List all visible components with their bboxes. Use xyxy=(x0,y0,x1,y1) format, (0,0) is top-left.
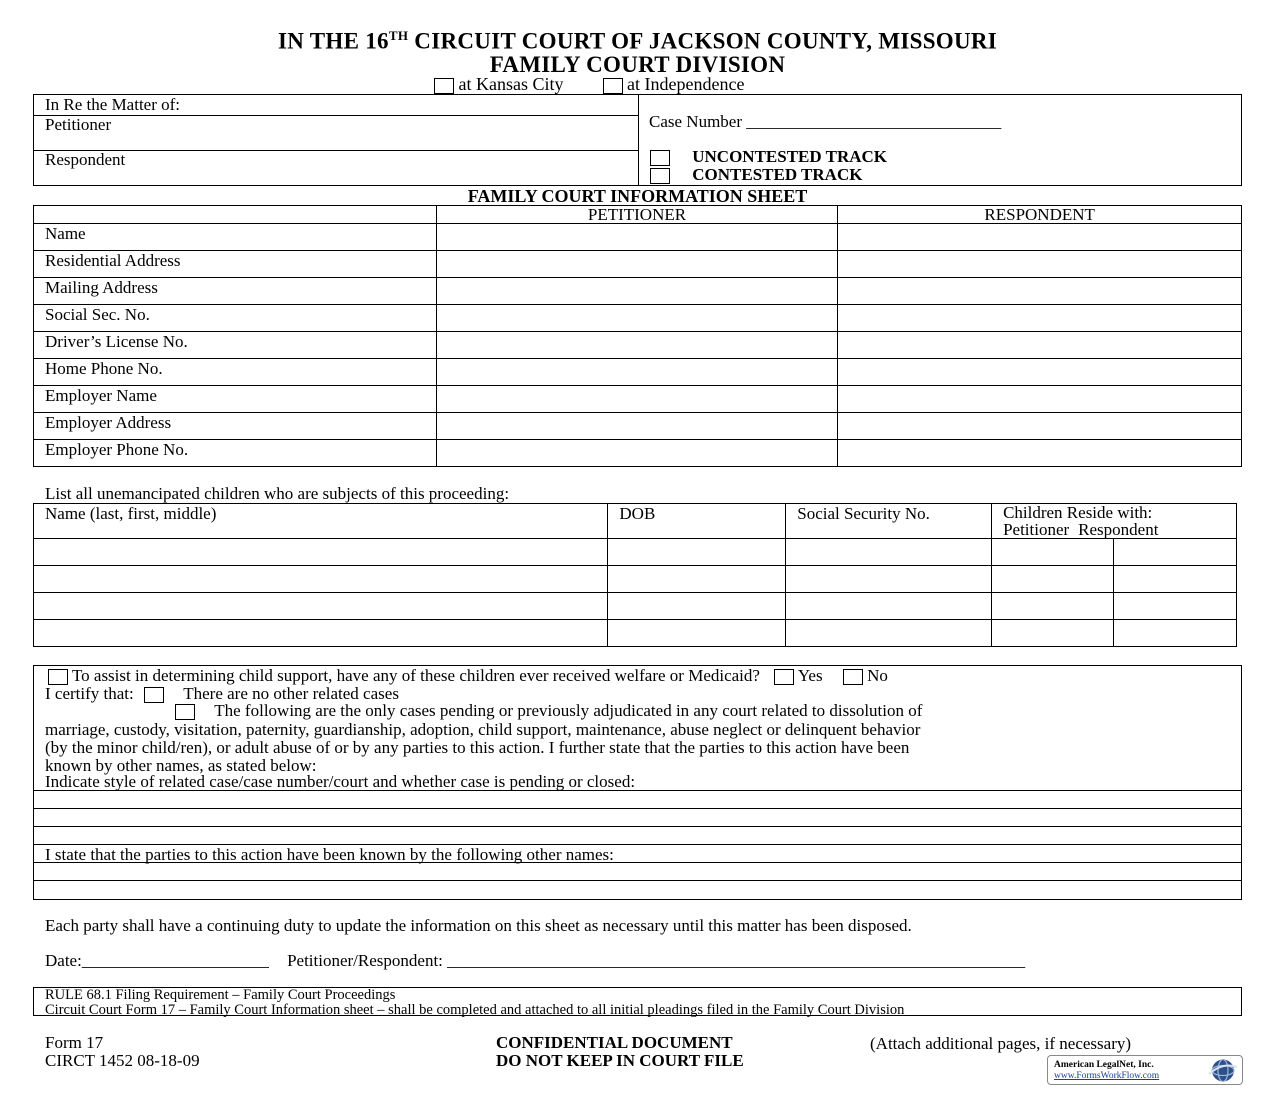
party-info-table xyxy=(33,205,1242,467)
other-names-line-1[interactable] xyxy=(34,863,1241,880)
indicate-label: Indicate style of related case/case number/court and whether case is pending or closed: xyxy=(45,772,636,791)
respondent-name-field[interactable] xyxy=(838,224,1242,251)
rule-box: RULE 68.1 Filing Requirement – Family Court Proceedings Circuit Court Form 17 – Family Court Information sheet – shall be completed and attached to all initial pleadings filed in the Family Court Division xyxy=(33,987,1242,1016)
child-reside-respondent-cell[interactable] xyxy=(1114,566,1237,593)
form-id: Form 17 CIRCT 1452 08-18-09 xyxy=(45,1033,200,1070)
respondent-home-phone-no-field[interactable] xyxy=(838,359,1242,386)
petitioner-residential-address-field[interactable] xyxy=(436,251,838,278)
reside-respondent-label: Respondent xyxy=(1078,520,1159,539)
info-row-label: Employer Phone No. xyxy=(34,440,437,467)
info-row-label: Driver’s License No. xyxy=(34,332,437,359)
globe-icon xyxy=(1206,1058,1240,1083)
child-ssn-cell[interactable] xyxy=(786,566,992,593)
child-row xyxy=(34,620,1237,647)
info-row xyxy=(34,332,1242,359)
child-row xyxy=(34,539,1237,566)
child-reside-respondent-cell[interactable] xyxy=(1114,620,1237,647)
following-cases-line: The following are the only cases pending or previously adjudicated in any court related to dissolution of xyxy=(175,701,922,721)
child-name-cell[interactable] xyxy=(34,620,608,647)
info-row xyxy=(34,440,1242,467)
child-row xyxy=(34,566,1237,593)
info-row xyxy=(34,305,1242,332)
contested-track: CONTESTED TRACK xyxy=(650,165,862,185)
info-row-label: Residential Address xyxy=(34,251,437,278)
petitioner-driver-s-license-no-field[interactable] xyxy=(436,332,838,359)
child-dob-cell[interactable] xyxy=(608,566,786,593)
respondent-mailing-address-field[interactable] xyxy=(838,278,1242,305)
respondent-driver-s-license-no-field[interactable] xyxy=(838,332,1242,359)
welfare-yes-checkbox[interactable] xyxy=(774,669,794,685)
respondent-employer-phone-no-field[interactable] xyxy=(838,440,1242,467)
uncontested-checkbox[interactable] xyxy=(650,150,670,166)
info-sheet-title: FAMILY COURT INFORMATION SHEET xyxy=(467,186,808,206)
info-row xyxy=(34,413,1242,440)
info-row-label: Employer Name xyxy=(34,386,437,413)
petitioner-employer-address-field[interactable] xyxy=(436,413,838,440)
following-text-2: marriage, custody, visitation, paternity, guardianship, adoption, child support, maintenance, abuse neglect or delinquent behavior xyxy=(45,720,921,739)
child-ssn-cell[interactable] xyxy=(786,620,992,647)
following-cases-checkbox[interactable] xyxy=(175,704,195,720)
petitioner-column-header: PETITIONER xyxy=(436,206,838,224)
child-row xyxy=(34,593,1237,620)
uncontested-track: UNCONTESTED TRACK xyxy=(650,147,887,167)
child-reside-petitioner-cell[interactable] xyxy=(992,566,1114,593)
attach-note: (Attach additional pages, if necessary) xyxy=(870,1034,1132,1053)
related-case-line-1[interactable] xyxy=(34,791,1241,808)
continuing-duty: Each party shall have a continuing duty to update the information on this sheet as necessary until this matter has been disposed. xyxy=(45,916,912,935)
other-names-line-2[interactable] xyxy=(34,881,1241,899)
welfare-checkbox[interactable] xyxy=(48,669,68,685)
in-re-label: In Re the Matter of: xyxy=(45,95,181,114)
party-signature-field[interactable]: Petitioner/Respondent: ____________________________________________________________________ xyxy=(287,951,1026,970)
location-options: at Kansas City at Independence xyxy=(434,74,744,95)
petitioner-employer-name-field[interactable] xyxy=(436,386,838,413)
child-ssn-header: Social Security No. xyxy=(786,504,992,539)
petitioner-home-phone-no-field[interactable] xyxy=(436,359,838,386)
child-reside-petitioner-cell[interactable] xyxy=(992,620,1114,647)
info-row xyxy=(34,386,1242,413)
contested-checkbox[interactable] xyxy=(650,168,670,184)
independence-checkbox[interactable] xyxy=(603,78,623,94)
respondent-residential-address-field[interactable] xyxy=(838,251,1242,278)
child-reside-petitioner-cell[interactable] xyxy=(992,539,1114,566)
petitioner-mailing-address-field[interactable] xyxy=(436,278,838,305)
respondent-social-sec-no-field[interactable] xyxy=(838,305,1242,332)
child-dob-cell[interactable] xyxy=(608,620,786,647)
child-dob-cell[interactable] xyxy=(608,539,786,566)
case-caption xyxy=(33,94,1242,186)
no-other-cases-checkbox[interactable] xyxy=(144,687,164,703)
petitioner-caption-field[interactable]: Petitioner xyxy=(45,115,112,134)
reside-petitioner-label: Petitioner xyxy=(1003,520,1070,539)
info-row xyxy=(34,359,1242,386)
child-ssn-cell[interactable] xyxy=(786,539,992,566)
following-text-3: (by the minor child/ren), or adult abuse of or by any parties to this action. I further state that the parties to this action have been xyxy=(45,738,910,757)
court-title: IN THE 16TH CIRCUIT COURT OF JACKSON COUNTY, MISSOURI xyxy=(277,28,998,54)
respondent-caption-field[interactable]: Respondent xyxy=(45,150,126,169)
child-reside-header: Children Reside with: Petitioner Respondent xyxy=(992,504,1237,539)
petitioner-employer-phone-no-field[interactable] xyxy=(436,440,838,467)
info-row-label: Employer Address xyxy=(34,413,437,440)
info-row-label: Name xyxy=(34,224,437,251)
child-dob-header: DOB xyxy=(608,504,786,539)
date-field[interactable]: Date:______________________ xyxy=(45,951,269,970)
american-legalnet-logo[interactable]: American LegalNet, Inc. www.FormsWorkFlow.com xyxy=(1047,1055,1243,1085)
division-title: FAMILY COURT DIVISION xyxy=(489,52,786,77)
info-row-label: Social Sec. No. xyxy=(34,305,437,332)
info-row xyxy=(34,278,1242,305)
related-case-line-2[interactable] xyxy=(34,809,1241,826)
child-ssn-cell[interactable] xyxy=(786,593,992,620)
respondent-employer-name-field[interactable] xyxy=(838,386,1242,413)
welfare-no-checkbox[interactable] xyxy=(843,669,863,685)
welfare-question: To assist in determining child support, have any of these children ever received welfare or Medicaid? Yes No xyxy=(48,666,888,686)
child-name-header: Name (last, first, middle) xyxy=(34,504,608,539)
signature-line xyxy=(45,951,1025,971)
petitioner-name-field[interactable] xyxy=(436,224,838,251)
info-row xyxy=(34,224,1242,251)
other-names-label: I state that the parties to this action have been known by the following other names: xyxy=(45,845,614,864)
kansas-city-checkbox[interactable] xyxy=(434,78,454,94)
petitioner-social-sec-no-field[interactable] xyxy=(436,305,838,332)
respondent-column-header: RESPONDENT xyxy=(838,206,1242,224)
child-dob-cell[interactable] xyxy=(608,593,786,620)
children-intro: List all unemancipated children who are subjects of this proceeding: xyxy=(45,484,510,503)
related-case-line-3[interactable] xyxy=(34,827,1241,844)
child-name-cell[interactable] xyxy=(34,566,608,593)
info-row xyxy=(34,251,1242,278)
info-row-label: Home Phone No. xyxy=(34,359,437,386)
child-reside-respondent-cell[interactable] xyxy=(1114,539,1237,566)
respondent-employer-address-field[interactable] xyxy=(838,413,1242,440)
case-number-field[interactable]: Case Number ______________________________ xyxy=(649,112,1002,131)
confidential-notice: CONFIDENTIAL DOCUMENT DO NOT KEEP IN COURT FILE xyxy=(496,1033,744,1070)
child-reside-petitioner-cell[interactable] xyxy=(992,593,1114,620)
info-row-label: Mailing Address xyxy=(34,278,437,305)
certification-box xyxy=(33,665,1242,900)
children-table xyxy=(33,503,1237,647)
child-name-cell[interactable] xyxy=(34,593,608,620)
child-reside-respondent-cell[interactable] xyxy=(1114,593,1237,620)
following-text-4: known by other names, as stated below: xyxy=(45,756,317,775)
child-name-cell[interactable] xyxy=(34,539,608,566)
certify-line: I certify that: There are no other related cases xyxy=(45,684,399,703)
